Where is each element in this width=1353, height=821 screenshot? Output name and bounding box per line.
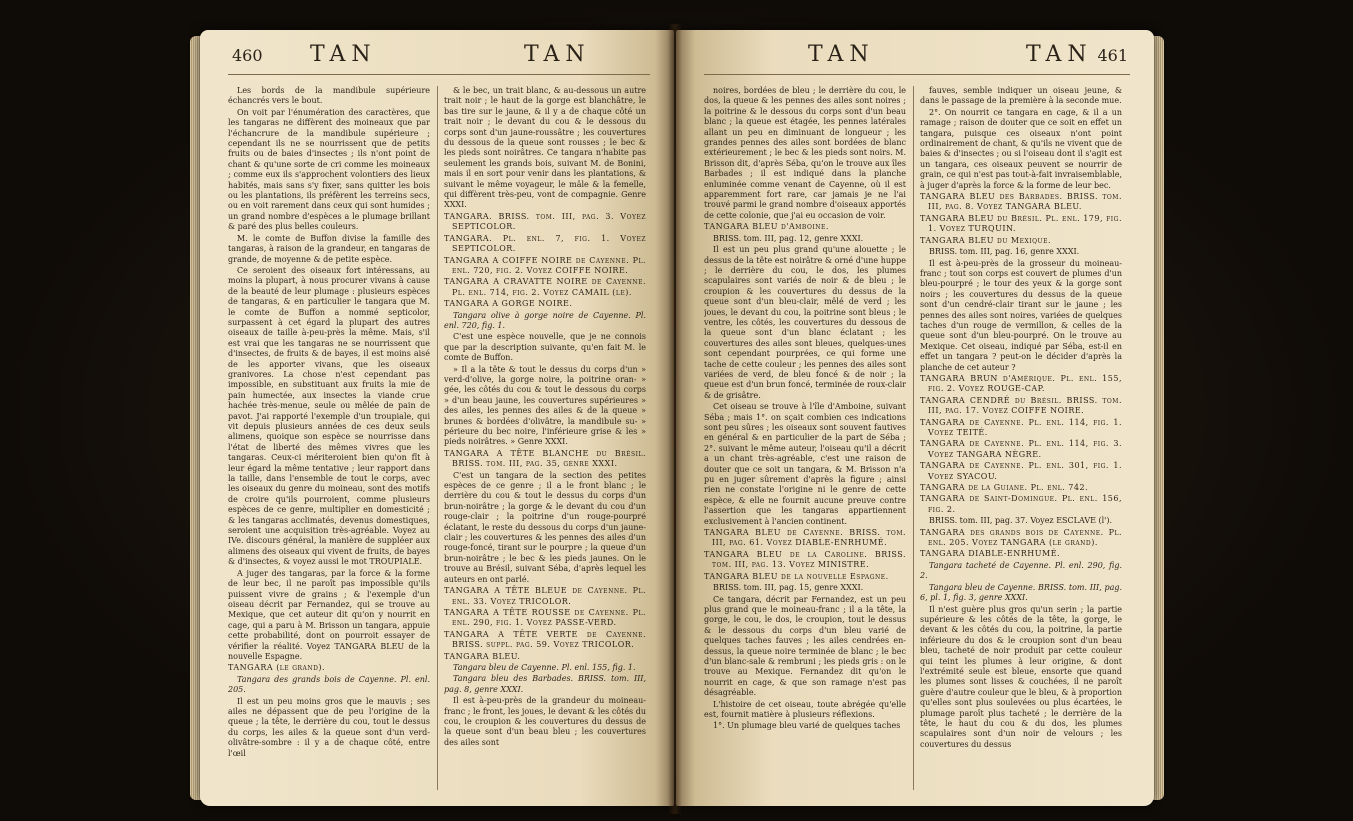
left-page-columns (228, 86, 652, 790)
left-col1-paragraph: On voit par l'énumération des caractères, que les tangaras ne diffèrent des moineaux que par l'échancrure de la mandibule supérieure ; cependant ils ne se nourrissent que de petits fruits ou de baies d'insectes ; ils n'ont point de chant & qu'une sorte de cri comme les moineaux ; comme eux ils s'approchent volontiers des lieux habités, mais sans s'y fixer, sans quitter les bois ou les plantations, ils préfèrent les terreins secs, ou en voit rarement dans ceux qui sont humides ; un grand nombre d'espèces a le plumage brillant & paré des plus belles couleurs. (228, 107, 430, 232)
right-col2-paragraph: TANGARA de Saint-Domingue. Pl. enl. 156, fig. 2. (920, 494, 1122, 514)
left-col2-paragraph: TANGARA. Pl. enl. 7, fig. 1. Voyez SEPTICOLOR. (444, 233, 646, 254)
left-col2-paragraph: TANGARA. BRISS. tom. III, pag. 3. Voyez SEPTICOLOR. (444, 211, 646, 232)
right-col2-paragraph: TANGARA DIABLE-ENRHUMÉ. (920, 549, 1061, 559)
left-col2-paragraph: TANGARA A TÊTE BLEUE de Cayenne. Pl. enl. 33. Voyez TRICOLOR. (444, 586, 646, 606)
right-page-number: 461 (1097, 46, 1128, 65)
left-col2-paragraph: TANGARA A CRAVATTE NOIRE de Cayenne. Pl. enl. 714, fig. 2. Voyez CAMAIL (le). (444, 277, 646, 297)
right-col2-paragraph: Tangara tacheté de Cayenne. Pl. enl. 290, fig. 2. (920, 560, 1122, 581)
left-col2-paragraph: C'est un tangara de la section des petites espèces de ce genre ; il a le front blanc ; le derrière du cou & tout le dessus du corps d'un brun-noirâtre ; la gorge & le devant du cou d'un rouge-clair ; la poitrine d'un rouge-pourpré éclatant, le reste du dessous du corps d'un jaune-clair ; les couvertures & les pennes des ailes d'un rouge-foncé, tirant sur le pourpre ; la queue d'un brun-noirâtre ; le bec & les pieds jaunes. On le trouve au Brésil, suivant Séba, d'après lequel les auteurs en ont parlé. (444, 470, 646, 584)
right-col2-paragraph: Il n'est guère plus gros qu'un serin ; la partie supérieure & les côtés de la tête, la gorge, le devant & les côtés du cou, la poitrine, la partie inférieure du dos & le croupion sont d'un beau bleu, tacheté de noir produit par cette couleur qui teint les plumes à leur origine, & dont l'extrémité seule est bleue, ensorte que quand les plumes sont lisses & couchées, il ne paroît guère d'autre couleur que le bleu, & à proportion qu'elles sont plus soulevées ou plus écartées, le plumage paroît plus tacheté ; le derrière de la tête, le haut du cou & du dos, les plumes scapulaires sont d'un noir de velours ; les couvertures du dessus (920, 604, 1122, 749)
left-col2-paragraph: TANGARA A COIFFE NOIRE de Cayenne. Pl. enl. 720, fig. 2. Voyez COIFFE NOIRE. (444, 255, 646, 275)
right-col2-paragraph: TANGARA de la Guiane. Pl. enl. 742. (920, 483, 1089, 493)
right-col2-paragraph: TANGARA BLEU du Brésil. Pl. enl. 179, fig. 1. Voyez TURQUIN. (920, 213, 1122, 234)
right-running-head-1: TAN (808, 42, 875, 67)
left-running-head-1: TAN (310, 42, 377, 67)
left-col2-paragraph: Tangara olive à gorge noire de Cayenne. Pl. enl. 720, fig. 1. (444, 310, 646, 330)
left-col1-paragraph: Ce seroient des oiseaux fort intéressans, au moins la plupart, à nous procurer vivans à cause de la beauté de leur plumage : plusieurs espèces de tangaras, & en particulier le tangara que M. le comte de Buffon a nommé septicolor, surpassent à cet égard la plupart des autres oiseaux de taille à-peu-près la même. Mais, s'il est vrai que les tangaras ne se nourrissent que d'insectes, de fruits & de bayes, il est moins aisé de les apporter vivans, que les oiseaux granivores. La chose n'est cependant pas impossible, en substituant aux fruits la mie de pain humectée, aux insectes la viande crue hachée très-menue, seule ou mêlée de pain de pavot. J'ai rapporté l'exemple d'un troupiale, qui vit depuis plusieurs années de ces deux seuls alimens, quoique son espèce se nourrisse dans l'état de liberté des mêmes vivres que les tangaras. Ceux-ci mériteroient bien qu'on fît à leur égard la même tentative ; leur rapport dans la taille, dans l'ensemble de tout le corps, avec les oiseaux du genre du moineau, sont des motifs de croire qu'ils pourroient, comme plusieurs espèces de ce genre, multiplier en domesticité ; & les tangaras acclimatés, devenus domestiques, seroient une acquisition très-agréable. Voyez au IVe. discours général, la manière de suppléer aux alimens des oiseaux qui vivent de fruits, de bayes & d'insectes, & voyez aussi le mot TROUPIALE. (228, 265, 430, 567)
left-page-column-2 (444, 86, 646, 790)
left-col2-paragraph: & le bec, un trait blanc, & au-dessous un autre trait noir ; le haut de la gorge est blanchâtre, le bas tire sur le jaune, & il y a de chaque côté un trait noir ; le devant du cou & le dessous du corps sont d'un jaune-roussâtre ; les couvertures du dessous de la queue sont rousses ; le bec & les pieds sont noirâtres. Ce tangara n'habite pas seulement les grands bois, suivant M. de Bonini, mais il en sort pour venir dans les plantations, & suivant le même voyageur, le mâle & la femelle, qui diffèrent très-peu, vont de compagnie. Genre XXXI. (444, 86, 646, 210)
book-gutter (668, 24, 682, 814)
left-page-header (228, 42, 650, 72)
left-running-head-2: TAN (524, 42, 591, 67)
right-col1-paragraph: BRISS. tom. III, pag. 12, genre XXXI. (713, 233, 864, 243)
right-col2-paragraph: TANGARA BRUN d'Amérique. Pl. enl. 155, fig. 2. Voyez ROUGE-CAP. (920, 373, 1122, 394)
right-col2-paragraph: Tangara bleu de Cayenne. BRISS. tom. III, pag. 6, pl. 1, fig. 3, genre XXXI. (920, 582, 1122, 603)
right-running-head-2: TAN (1026, 42, 1093, 67)
left-col2-paragraph: Il est à-peu-près de la grandeur du moineau-franc ; le front, les joues, le devant & les côtés du cou, le croupion & les couvertures du dessus de la queue sont d'un beau bleu ; les couvertures des ailes sont (444, 696, 646, 747)
right-col2-paragraph: TANGARA des grands bois de Cayenne. Pl. enl. 205. Voyez TANGARA (le grand). (920, 527, 1122, 548)
left-column-divider (437, 86, 438, 790)
left-col1-paragraph: M. le comte de Buffon divise la famille des tangaras, à raison de la grandeur, en tangaras de grande, de moyenne & de petite espèce. (228, 233, 430, 264)
right-page-header (704, 42, 1130, 72)
right-header-rule (704, 74, 1130, 75)
right-col2-paragraph: TANGARA de Cayenne. Pl. enl. 114, fig. 3. Voyez TANGARA NÈGRE. (920, 439, 1122, 459)
right-col1-paragraph: Il est un peu plus grand qu'une alouette ; le dessus de la tête est noirâtre & orné d'une huppe ; le derrière du cou, le dos, les plumes scapulaires sont variés de noir & de bleu ; le croupion & les couvertures du dessus de la queue sont d'un bleu-clair, mêlé de verd ; les joues, le devant du cou, la poitrine sont bleus ; le ventre, les côtés, les couvertures du dessous de la queue sont d'un blanc éclatant ; les couvertures des ailes sont bleues, quelques-unes sont cependant pourprées, ce qui forme une tache de cette couleur ; les pennes des ailes sont variées de verd, de bleu foncé & de noir ; la queue est d'un brun foncé, terminée de roux-clair & de grisâtre. (704, 245, 906, 400)
right-col1-paragraph: TANGARA BLEU de la Caroline. BRISS. tom. III, pag. 13. Voyez MINISTRE. (704, 549, 906, 570)
right-col2-paragraph: TANGARA BLEU du Mexique. (920, 235, 1052, 245)
left-header-rule (228, 74, 650, 75)
right-col1-paragraph: L'histoire de cet oiseau, toute abrégée qu'elle est, fournit matière à plusieurs réflexions. (704, 699, 906, 719)
left-col2-paragraph: TANGARA A TÊTE ROUSSE de Cayenne. Pl. enl. 290, fig. 1. Voyez PASSE-VERD. (444, 607, 646, 628)
right-col2-paragraph: BRISS. tom. III, pag. 37. Voyez ESCLAVE (l'). (929, 516, 1113, 526)
right-col1-paragraph: BRISS. tom. III, pag. 15, genre XXXI. (713, 583, 864, 593)
right-column-divider (913, 86, 914, 790)
right-col2-paragraph: fauves, semble indiquer un oiseau jeune, & dans le passage de la première à la seconde mue. (920, 86, 1122, 106)
left-col1-paragraph: Il est un peu moins gros que le mauvis ; ses ailes ne dépassent que de peu l'origine de la queue ; la tête, le derrière du cou, tout le dessus du corps, les ailes & la queue sont d'un verd-olivâtre-sombre : il y a de chaque côté, entre l'œil (228, 696, 430, 758)
right-col2-paragraph: TANGARA de Cayenne. Pl. enl. 301, fig. 1. Voyez SYACOU. (920, 461, 1122, 481)
right-page (676, 30, 1154, 806)
right-col2-paragraph: TANGARA CENDRÉ du Brésil. BRISS. tom. III, pag. 17. Voyez COIFFE NOIRE. (920, 395, 1122, 416)
left-page-column-1 (228, 86, 430, 790)
right-col2-paragraph: TANGARA BLEU des Barbades. BRISS. tom. III, pag. 8. Voyez TANGARA BLEU. (920, 192, 1122, 212)
left-col1-paragraph: Tangara des grands bois de Cayenne. Pl. enl. 205. (228, 674, 430, 695)
right-col2-paragraph: BRISS. tom. III, pag. 16, genre XXXI. (929, 247, 1080, 257)
left-col2-paragraph: » Il a la tête & tout le dessus du corps d'un » verd-d'olive, la gorge noire, la poitrine oran- » gée, les côtés du cou & tout le dessous du corps » d'un beau jaune, les couvertures supérieures » des ailes, les pennes des ailes & de la queue » brunes & bordées d'olivâtre, la mandibule su- » périeure du bec noire, l'inférieure grise & les » pieds noirâtres. » Genre XXXI. (444, 364, 646, 447)
left-col2-paragraph: Tangara bleu des Barbades. BRISS. tom. III, pag. 8, genre XXXI. (444, 674, 646, 694)
left-page (200, 30, 674, 806)
right-col2-paragraph: TANGARA de Cayenne. Pl. enl. 114, fig. 1. Voyez TEITÉ. (920, 417, 1122, 437)
left-col2-paragraph: TANGARA A TÊTE BLANCHE du Brésil. BRISS. tom. III, pag. 35, genre XXXI. (444, 448, 646, 469)
left-page-number: 460 (232, 46, 263, 65)
right-page-column-2 (920, 86, 1122, 790)
left-col1-paragraph: Les bords de la mandibule supérieure échancrés vers le bout. (228, 86, 430, 106)
right-col1-paragraph: noires, bordées de bleu ; le derrière du cou, le dos, la queue & les pennes des ailes sont noires ; la poitrine & le dessous du corps sont d'un beau blanc ; la queue est étagée, les pennes latérales allant un peu en diminuant de longueur ; les grandes pennes des ailes sont bordées de blanc extérieurement ; le bec & les pieds sont noirs. M. Brisson dit, d'après Séba, qu'on le trouve aux îles Barbades ; il est indiqué dans la planche enluminée comme venant de Cayenne, où il est apparemment fort rare, car jamais je ne l'ai trouvé parmi le grand nombre d'oiseaux apportés de cette colonie, que j'ai eu occasion de voir. (704, 86, 906, 220)
left-col2-paragraph: TANGARA A TÊTE VERTE de Cayenne. BRISS. suppl. pag. 59. Voyez TRICOLOR. (444, 629, 646, 650)
right-page-column-1 (704, 86, 906, 790)
right-col1-paragraph: TANGARA BLEU de Cayenne. BRISS. tom. III, pag. 61. Voyez DIABLE-ENRHUMÉ. (704, 528, 906, 548)
left-col1-paragraph: TANGARA (le grand). (228, 663, 326, 673)
right-col2-paragraph: Il est à-peu-près de la grosseur du moineau-franc ; tout son corps est couvert de plumes d'un bleu-pourpré ; le tour des yeux & la gorge sont noirs ; les couvertures du dessus de la queue sont d'un cendré-clair tirant sur le jaune ; les pennes des ailes sont noires, variées de quelques taches d'un rouge de vermillon, & celles de la queue sont d'un bleu-pourpré. On le trouve au Mexique. Cet oiseau, indiqué par Séba, est-il en effet un tangara ? peut-on le décider d'après la planche de cet auteur ? (920, 258, 1122, 372)
right-page-columns (704, 86, 1132, 790)
right-col1-paragraph: TANGARA BLEU de la nouvelle Espagne. (704, 571, 889, 581)
left-col2-paragraph: TANGARA A GORGE NOIRE. (444, 299, 573, 309)
left-col2-paragraph: TANGARA BLEU. (444, 651, 521, 661)
right-col1-paragraph: Ce tangara, décrit par Fernandez, est un peu plus grand que le moineau-franc ; il a la tête, la gorge, le cou, le dos, le croupion, tout le dessus & le dessous du corps d'un bleu varié de quelques taches fauves ; les ailes cendrées en-dessus, la queue noire terminée de blanc ; le bec d'un blanc-sale & rembruni ; les pieds gris : on le trouve au Mexique. Fernandez dit qu'on le nourrit en cage, & que son ramage n'est pas désagréable. (704, 594, 906, 698)
left-col2-paragraph: C'est une espèce nouvelle, que je ne connois que par la description suivante, qu'en fait M. le comte de Buffon. (444, 332, 646, 363)
right-col1-paragraph: 1°. Un plumage bleu varié de quelques taches (713, 721, 901, 731)
right-col1-paragraph: Cet oiseau se trouve à l'île d'Amboine, suivant Séba ; mais 1°. on sçait combien ces indications sont peu sûres ; les oiseaux sont souvent fautives en général & en particulier de la part de Séba ; 2°. suivant le même auteur, l'oiseau qu'il a décrit a un chant très-agréable, c'est une raison de douter que ce soit un tangara, & M. Brisson n'a pu en juger sûrement d'après la figure ; ainsi rien ne constate l'origine ni le genre de cette espèce, & elle ne fournit aucune preuve contre l'assertion que les tangaras appartiennent exclusivement à l'ancien continent. (704, 402, 906, 526)
right-col1-paragraph: TANGARA BLEU d'Amboine. (704, 222, 829, 232)
right-col2-paragraph: 2°. On nourrit ce tangara en cage, & il a un ramage ; raison de douter que ce soit en effet un tangara, puisque ces oiseaux n'ont point ordinairement de chant, & qu'ils ne vivent que de baies & d'insectes ; ou si l'oiseau dont il s'agit est un tangara, ces oiseaux peuvent se nourrir de grain, ce qui n'est pas tout-à-fait invraisemblable, à juger d'après la force & la forme de leur bec. (920, 107, 1122, 190)
left-col2-paragraph: Tangara bleu de Cayenne. Pl. enl. 155, fig. 1. (453, 662, 636, 672)
left-col1-paragraph: A juger des tangaras, par la force & la forme de leur bec, il ne paroît pas impossible qu'ils puissent vivre de grains ; & l'exemple d'un oiseau décrit par Fernandez, qui se trouve au Mexique, que cet auteur dit qu'on y nourrit en cage, qui a paru à M. Brisson un tangara, appuie cette probabilité, dont on pourroit essayer de vérifier la réalité. Voyez TANGARA BLEU de la nouvelle Espagne. (228, 568, 430, 661)
